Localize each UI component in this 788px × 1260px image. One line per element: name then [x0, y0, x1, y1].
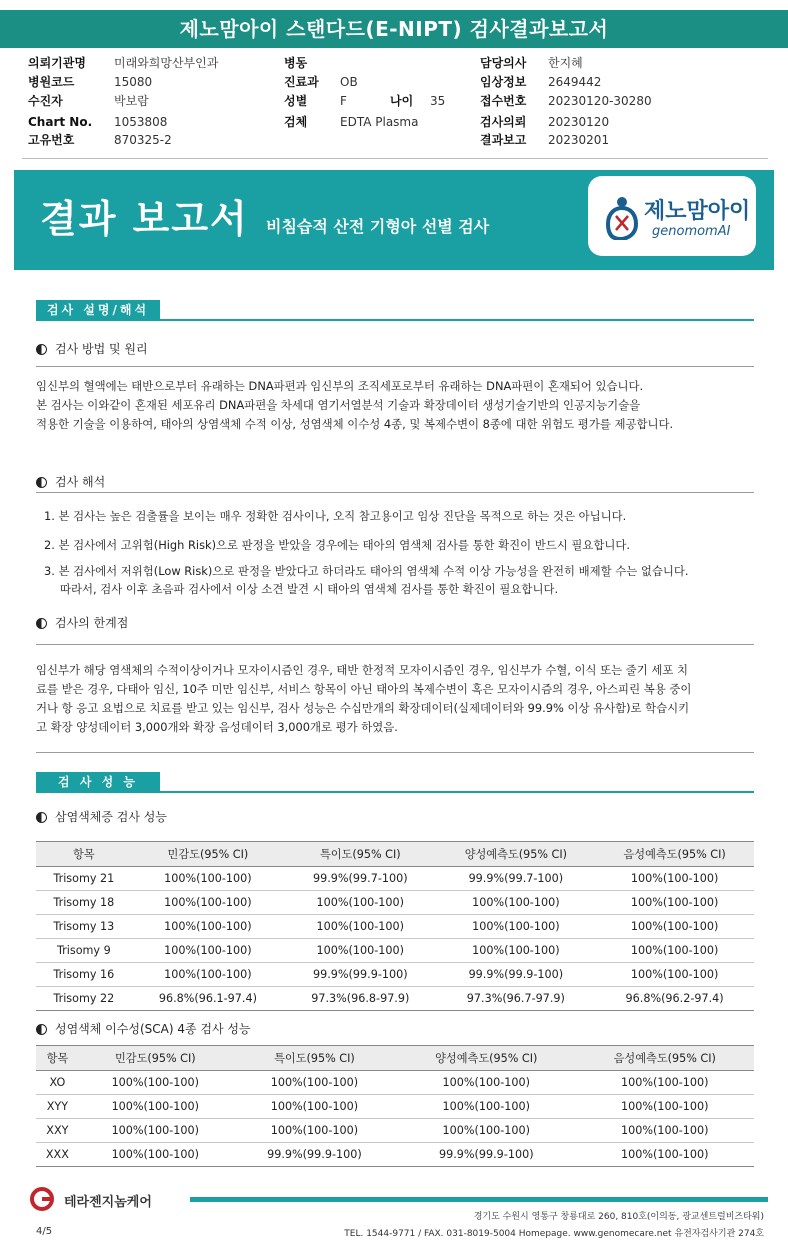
chart-label: Chart No.	[28, 115, 93, 129]
sca-performance-table	[36, 1045, 754, 1167]
patient-label: 수진자	[28, 94, 63, 108]
table-cell: 100%(100-100)	[132, 867, 284, 891]
chart-value: 1053808	[114, 115, 168, 129]
table-cell: 100%(100-100)	[595, 891, 754, 915]
table-cell: 100%(100-100)	[132, 915, 284, 939]
table-row	[36, 963, 754, 987]
table-row	[36, 867, 754, 891]
header-divider	[22, 158, 768, 159]
interp-item-3-cont: 따라서, 검사 이후 초음파 검사에서 이상 소견 발견 시 태아의 염색체 검사를 통한 확진이 필요합니다.	[60, 582, 559, 596]
col-header: 양성예측도(95% CI)	[397, 1046, 575, 1071]
limit-line: 료를 받은 경우, 다태아 임신, 10주 미만 임신부, 서비스 항목이 아닌 태아의 복제수변이 혹은 모자이시즘의 경우, 아스피린 복용 중이	[36, 682, 692, 696]
col-header: 특이도(95% CI)	[232, 1046, 397, 1071]
trisomy-performance-table	[36, 841, 754, 1011]
genomom-logo	[588, 176, 756, 256]
table-cell: Trisomy 13	[36, 915, 132, 939]
table-cell: 96.8%(96.2-97.4)	[595, 987, 754, 1011]
table-cell: 100%(100-100)	[436, 891, 595, 915]
company-address: 경기도 수원시 영통구 창룡대로 260, 810호(이의동, 광교센트럴비즈타워)	[473, 1212, 764, 1222]
table-cell: 100%(100-100)	[436, 939, 595, 963]
table-cell: Trisomy 9	[36, 939, 132, 963]
table-cell: XXY	[36, 1119, 79, 1143]
section-tab-description: 검사 설명/해석	[36, 300, 160, 320]
table-cell: 100%(100-100)	[576, 1143, 755, 1167]
table-cell: 100%(100-100)	[284, 939, 436, 963]
dept-label: 진료과	[284, 75, 319, 89]
doctor-value: 한지혜	[548, 56, 583, 70]
col-header: 민감도(95% CI)	[79, 1046, 232, 1071]
specimen-label: 검체	[284, 115, 308, 129]
table-cell: 100%(100-100)	[397, 1071, 575, 1095]
table-cell: 99.9%(99.9-100)	[436, 963, 595, 987]
half-circle-icon	[36, 477, 47, 488]
interp-heading	[36, 473, 105, 490]
half-circle-icon	[36, 618, 47, 629]
table-cell: XYY	[36, 1095, 79, 1119]
col-header: 음성예측도(95% CI)	[576, 1046, 755, 1071]
table-cell: 99.9%(99.9-100)	[232, 1143, 397, 1167]
hospital-code-label: 병원코드	[28, 75, 75, 89]
table-cell: 100%(100-100)	[576, 1119, 755, 1143]
table-cell: 100%(100-100)	[595, 915, 754, 939]
table-cell: XO	[36, 1071, 79, 1095]
age-label: 나이	[390, 94, 414, 108]
table-cell: 100%(100-100)	[576, 1095, 755, 1119]
table-cell: 99.9%(99.9-100)	[397, 1143, 575, 1167]
col-header: 음성예측도(95% CI)	[595, 842, 754, 867]
table-cell: 100%(100-100)	[397, 1095, 575, 1119]
limit-line: 임신부가 해당 염색체의 수적이상이거나 모자이시즘인 경우, 태반 한정적 모자이시즘인 경우, 임신부가 수혈, 이식 또는 줄기 세포 치	[36, 663, 688, 677]
patient-value: 박보람	[114, 94, 149, 108]
specimen-value: EDTA Plasma	[340, 115, 419, 129]
report-date-label: 결과보고	[480, 133, 527, 147]
table-cell: 100%(100-100)	[79, 1119, 232, 1143]
footer-line	[190, 1197, 768, 1202]
table-cell: 100%(100-100)	[79, 1095, 232, 1119]
col-header: 특이도(95% CI)	[284, 842, 436, 867]
table-cell: 97.3%(96.7-97.9)	[436, 987, 595, 1011]
company-name: 테라젠지놈케어	[64, 1195, 152, 1210]
table-cell: 100%(100-100)	[436, 915, 595, 939]
table-cell: 100%(100-100)	[595, 867, 754, 891]
banner-subtitle: 비침습적 산전 기형아 선별 검사	[266, 217, 490, 236]
table-cell: Trisomy 16	[36, 963, 132, 987]
table-cell: Trisomy 18	[36, 891, 132, 915]
table-cell: 99.9%(99.7-100)	[436, 867, 595, 891]
doctor-label: 담당의사	[480, 56, 527, 70]
half-circle-icon	[36, 1024, 47, 1035]
divider	[36, 752, 754, 753]
logo-name-ko: 제노맘아이	[644, 199, 751, 224]
table-row	[36, 1143, 754, 1167]
receipt-value: 20230120-30280	[548, 94, 652, 108]
table-cell: 100%(100-100)	[79, 1071, 232, 1095]
table-cell: 100%(100-100)	[232, 1095, 397, 1119]
table-cell: 97.3%(96.8-97.9)	[284, 987, 436, 1011]
institution-value: 미래와희망산부인과	[114, 56, 219, 70]
table-cell: 100%(100-100)	[232, 1119, 397, 1143]
col-header: 항목	[36, 1046, 79, 1071]
table-cell: 100%(100-100)	[132, 963, 284, 987]
patient-info	[28, 54, 768, 154]
request-label: 검사의뢰	[480, 115, 527, 129]
table-row	[36, 987, 754, 1011]
method-line: 본 검사는 이와같이 혼재된 세포유리 DNA파편을 차세대 염기서열분석 기술과 확장데이터 생성기술기반의 인공지능기술을	[36, 398, 641, 412]
table-row	[36, 915, 754, 939]
divider	[36, 492, 754, 493]
table-cell: 96.8%(96.1-97.4)	[132, 987, 284, 1011]
report-date-value: 20230201	[548, 133, 610, 147]
table-cell: Trisomy 22	[36, 987, 132, 1011]
half-circle-icon	[36, 812, 47, 823]
table-cell: 100%(100-100)	[397, 1119, 575, 1143]
method-text	[36, 377, 758, 434]
table-row	[36, 939, 754, 963]
interp-item-1: 1. 본 검사는 높은 검출률을 보이는 매우 정확한 검사이나, 오직 참고용이고 임상 진단을 목적으로 하는 것은 아닙니다.	[44, 509, 627, 523]
section-tab-performance: 검 사 성 능	[36, 772, 160, 792]
dept-value: OB	[340, 75, 358, 89]
table-cell: Trisomy 21	[36, 867, 132, 891]
request-value: 20230120	[548, 115, 610, 129]
interp-item-2: 2. 본 검사에서 고위험(High Risk)으로 판정을 받았을 경우에는 태아의 염색체 검사를 통한 확진이 반드시 필요합니다.	[44, 538, 630, 552]
trisomy-heading	[36, 808, 167, 825]
table-cell: 100%(100-100)	[576, 1071, 755, 1095]
table-cell: 100%(100-100)	[232, 1071, 397, 1095]
sex-value: F	[340, 94, 347, 108]
table-cell: XXX	[36, 1143, 79, 1167]
method-line: 임신부의 혈액에는 태반으로부터 유래하는 DNA파편과 임신부의 조직세포로부터 유래하는 DNA파편이 혼재되어 있습니다.	[36, 379, 644, 393]
section-line	[36, 791, 754, 793]
unique-label: 고유번호	[28, 133, 75, 147]
table-cell: 100%(100-100)	[132, 891, 284, 915]
dna-mother-icon	[600, 194, 640, 240]
banner-title: 결과 보고서	[40, 197, 249, 241]
company-contact: TEL. 1544-9771 / FAX. 031-8019-5004 Homepage. www.genomecare.net 유전자검사기관 274호	[344, 1229, 764, 1239]
table-cell: 100%(100-100)	[284, 915, 436, 939]
ward-label: 병동	[284, 56, 308, 70]
table-cell: 100%(100-100)	[284, 891, 436, 915]
table-row	[36, 1095, 754, 1119]
clinical-value: 2649442	[548, 75, 602, 89]
logo-name-en: genomomAI	[652, 224, 731, 239]
divider	[36, 366, 754, 367]
sca-title: 성염색체 이수성(SCA) 4종 검사 성능	[55, 1022, 251, 1036]
limit-text	[36, 661, 758, 737]
table-cell: 100%(100-100)	[79, 1143, 232, 1167]
section-line	[36, 319, 754, 321]
interp-item-3: 3. 본 검사에서 저위험(Low Risk)으로 판정을 받았다고 하더라도 태아의 염색체 수적 이상 가능성을 완전히 배제할 수는 없습니다.	[44, 564, 689, 578]
table-cell: 99.9%(99.7-100)	[284, 867, 436, 891]
table-cell: 100%(100-100)	[132, 939, 284, 963]
sca-heading	[36, 1020, 251, 1037]
half-circle-icon	[36, 344, 47, 355]
table-cell: 100%(100-100)	[595, 963, 754, 987]
result-banner	[14, 170, 774, 270]
limit-line: 고 확장 양성데이터 3,000개와 확장 음성데이터 3,000개로 평가 하였음.	[36, 720, 398, 734]
method-title: 검사 방법 및 원리	[55, 342, 148, 356]
terragen-g-icon	[30, 1187, 60, 1211]
table-row	[36, 1071, 754, 1095]
report-title: 제노맘아이 스탠다드(E-NIPT) 검사결과보고서	[0, 10, 788, 48]
sex-label: 성별	[284, 94, 308, 108]
trisomy-title: 삼염색체증 검사 성능	[55, 810, 167, 824]
limit-title: 검사의 한계점	[55, 616, 129, 630]
col-header: 민감도(95% CI)	[132, 842, 284, 867]
method-line: 적용한 기술을 이용하여, 태아의 상염색체 수적 이상, 성염색체 이수성 4종, 및 복제수변이 8종에 대한 위험도 평가를 제공합니다.	[36, 417, 674, 431]
age-value: 35	[430, 94, 446, 108]
divider	[36, 644, 754, 645]
page-number: 4/5	[36, 1226, 53, 1237]
col-header: 양성예측도(95% CI)	[436, 842, 595, 867]
clinical-label: 임상정보	[480, 75, 527, 89]
table-row	[36, 891, 754, 915]
col-header: 항목	[36, 842, 132, 867]
unique-value: 870325-2	[114, 133, 172, 147]
receipt-label: 접수번호	[480, 94, 527, 108]
limit-line: 거나 항 응고 요법으로 치료를 받고 있는 임신부, 검사 성능은 수십만개의 확장데이터(실제데이터와 99.9% 이상 유사함)로 학습시키	[36, 701, 690, 715]
table-cell: 99.9%(99.9-100)	[284, 963, 436, 987]
method-heading	[36, 340, 148, 357]
hospital-code-value: 15080	[114, 75, 153, 89]
institution-label: 의뢰기관명	[28, 56, 86, 70]
interp-title: 검사 해석	[55, 475, 106, 489]
table-row	[36, 1119, 754, 1143]
table-cell: 100%(100-100)	[595, 939, 754, 963]
limit-heading	[36, 614, 128, 631]
